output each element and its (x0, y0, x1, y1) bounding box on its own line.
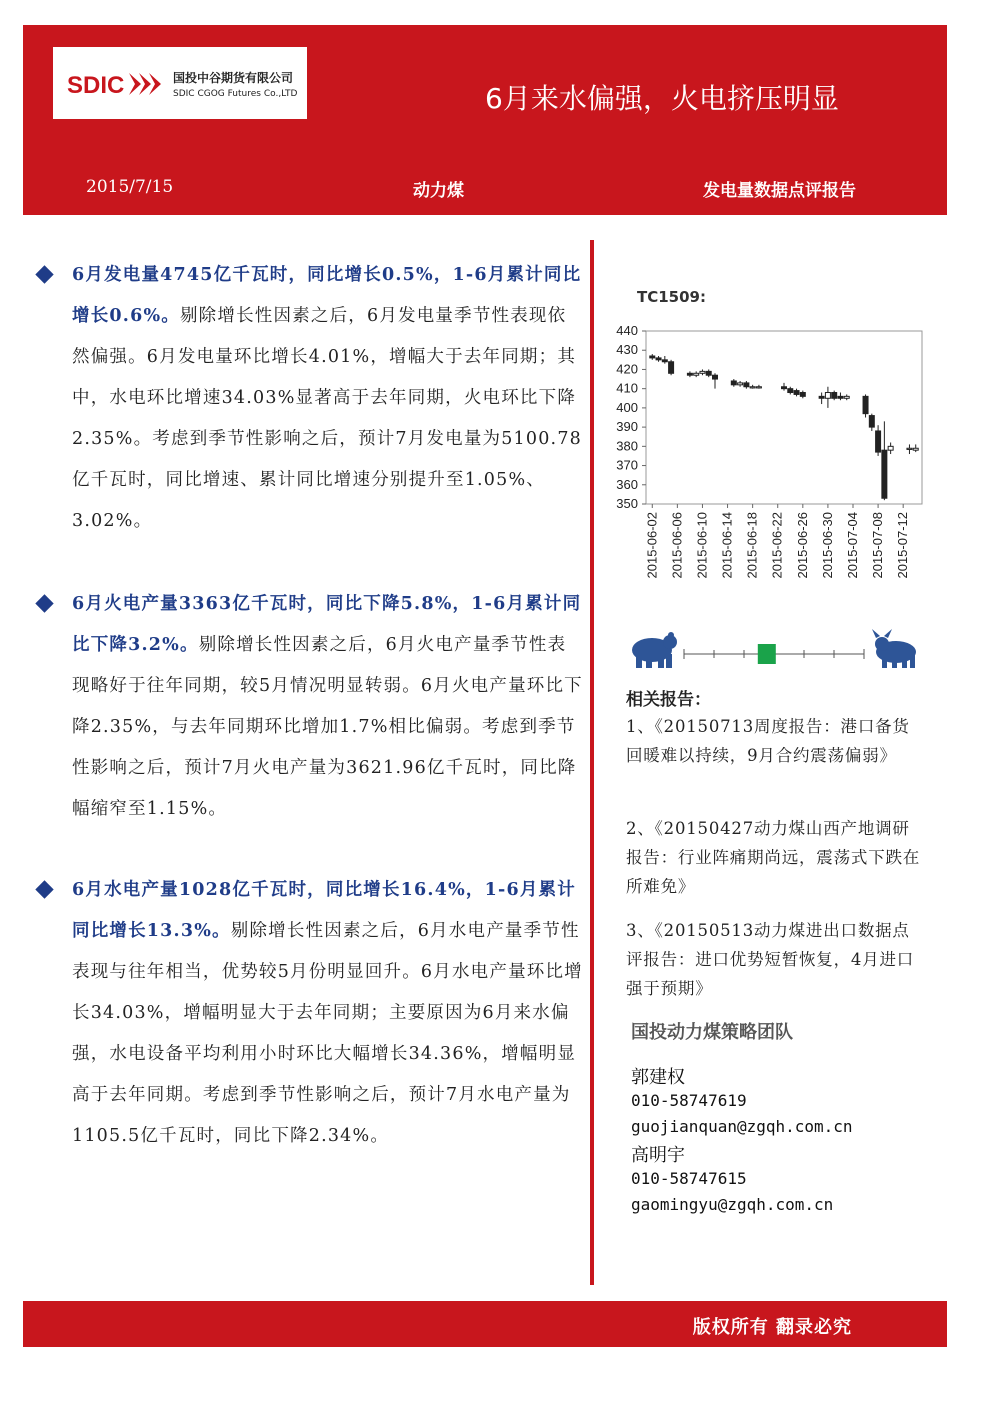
y-tick-label: 370 (616, 457, 638, 473)
contact-email[interactable]: guojianquan@zgqh.com.cn (631, 1117, 853, 1136)
contact-name: 郭建权 (631, 1067, 685, 1088)
svg-text:SDIC: SDIC (67, 72, 125, 99)
paragraph-highlight: 6月水电产量1028亿千瓦时，同比增长16.4%，1-6月累计同比增长13.3%。 (72, 880, 576, 941)
candle-body (882, 450, 887, 498)
candle-body (832, 393, 837, 399)
sentiment-indicator (758, 644, 776, 664)
logo-text-cn: 国投中谷期货有限公司 (173, 71, 294, 85)
candle-body (863, 396, 868, 413)
candle-body (819, 396, 824, 398)
report-sector: 动力煤 (413, 181, 464, 201)
paragraph-hydro (72, 870, 584, 1157)
y-tick-label: 430 (616, 342, 638, 358)
y-tick-label: 380 (616, 438, 638, 454)
candle-body (687, 373, 692, 375)
bull-icon (872, 629, 916, 668)
paragraph-thermal (72, 584, 584, 830)
logo-text-en: SDIC CGOG Futures Co.,LTD (173, 89, 298, 99)
report-type: 发电量数据点评报告 (703, 181, 856, 201)
x-tick-label: 2015-07-08 (870, 512, 886, 579)
bear-icon (632, 632, 677, 668)
paragraph-body: 剔除增长性因素之后，6月发电量季节性表现依然偏强。6月发电量环比增长4.01%，增幅大于去年同期；其中，水电环比增速34.03%显著高于去年同期，火电环比下降2.35%。考虑到季节性影响之后，预计7月发电量为5100.78亿千瓦时，同比增速、累计同比增速分别提升至1.05%、3.02%。 (72, 306, 582, 531)
candle-body (662, 360, 667, 362)
bullet-diamond-icon (35, 880, 53, 898)
contact-phone: 010-58747615 (631, 1169, 747, 1188)
candle-body (888, 446, 893, 450)
candle-body (838, 396, 843, 398)
y-tick-label: 360 (616, 476, 638, 492)
candle-body (706, 371, 711, 375)
chart-label: TC1509: (637, 288, 706, 306)
paragraph-body: 剔除增长性因素之后，6月水电产量季节性表现与往年相当，优势较5月份明显回升。6月水电产量环比增长34.03%，增幅明显大于去年同期；主要原因为6月来水偏强，水电设备平均利用小时环比大幅增长34.36%，增幅明显高于去年同期。考虑到季节性影响之后，预计7月水电产量为1105.5亿千瓦时，同比下降2.34%。 (72, 921, 583, 1146)
candle-body (731, 381, 736, 385)
candle-body (713, 375, 718, 379)
price-chart (600, 315, 930, 605)
report-date: 2015/7/15 (86, 177, 174, 197)
candle-body (650, 356, 655, 358)
team-title: 国投动力煤策略团队 (631, 1022, 793, 1043)
y-tick-label: 390 (616, 419, 638, 435)
y-tick-label: 440 (616, 323, 638, 338)
contact-email[interactable]: gaomingyu@zgqh.com.cn (631, 1195, 834, 1214)
candle-body (656, 358, 661, 360)
x-tick-label: 2015-06-14 (719, 512, 735, 579)
related-reports-title: 相关报告： (626, 690, 711, 710)
candle-body (756, 387, 761, 388)
x-tick-label: 2015-07-12 (895, 512, 911, 579)
x-tick-label: 2015-06-10 (694, 512, 710, 579)
related-report-item[interactable]: 2、《20150427动力煤山西产地调研报告：行业阵痛期尚远，震荡式下跌在所难免》 (626, 819, 921, 896)
contact-phone: 010-58747619 (631, 1091, 747, 1110)
candle-body (825, 393, 830, 399)
paragraph-highlight: 6月火电产量3363亿千瓦时，同比下降5.8%，1-6月累计同比下降3.2%。 (72, 594, 582, 655)
candle-body (750, 387, 755, 388)
column-divider (590, 240, 594, 1285)
contact-name: 高明宇 (631, 1145, 685, 1166)
x-tick-label: 2015-06-26 (794, 512, 810, 579)
candle-body (700, 371, 705, 373)
paragraph-body: 剔除增长性因素之后，6月火电产量季节性表现略好于往年同期，较5月情况明显转弱。6月火电产量环比下降2.35%，与去年同期环比增加1.7%相比偏弱。考虑到季节性影响之后，预计7月火电产量为3621.96亿千瓦时，同比降幅缩窄至1.15%。 (72, 635, 583, 819)
sentiment-scale (626, 624, 926, 674)
candle-body (669, 362, 674, 374)
candle-body (794, 391, 799, 395)
x-tick-label: 2015-06-30 (819, 512, 835, 579)
candle-body (907, 448, 912, 449)
x-tick-label: 2015-06-06 (669, 512, 685, 579)
x-tick-label: 2015-06-22 (769, 512, 785, 579)
company-logo (53, 47, 307, 119)
candle-body (869, 416, 874, 428)
candle-body (913, 448, 918, 450)
bullet-diamond-icon (35, 594, 53, 612)
paragraph-highlight: 6月发电量4745亿千瓦时，同比增长0.5%，1-6月累计同比增长0.6%。 (72, 265, 582, 326)
x-tick-label: 2015-07-04 (845, 512, 860, 579)
y-tick-label: 420 (616, 361, 638, 377)
plot-frame (646, 331, 922, 504)
y-tick-label: 350 (616, 496, 638, 511)
candle-body (844, 396, 849, 398)
sdic-logo-mark (65, 67, 165, 101)
copyright-notice: 版权所有 翻录必究 (692, 1317, 852, 1338)
paragraph-generation (72, 255, 584, 542)
candle-body (800, 393, 805, 397)
candle-body (738, 383, 743, 385)
report-footer (23, 1301, 947, 1347)
related-report-item[interactable]: 3、《20150513动力煤进出口数据点评报告：进口优势短暂恢复，4月进口强于预期》 (626, 921, 915, 998)
related-report-item[interactable]: 1、《20150713周度报告：港口备货回暖难以持续，9月合约震荡偏弱》 (626, 717, 910, 765)
x-tick-label: 2015-06-18 (744, 512, 760, 579)
candle-body (782, 387, 787, 389)
candle-body (694, 373, 699, 375)
candle-body (876, 431, 881, 452)
bullet-diamond-icon (35, 265, 53, 283)
document-title: 6月来水偏强，火电挤压明显 (485, 82, 839, 115)
report-header (23, 25, 947, 215)
candle-body (744, 383, 749, 387)
y-tick-label: 410 (616, 380, 638, 396)
candle-body (788, 389, 793, 393)
x-tick-label: 2015-06-02 (644, 512, 660, 579)
y-tick-label: 400 (616, 399, 638, 415)
